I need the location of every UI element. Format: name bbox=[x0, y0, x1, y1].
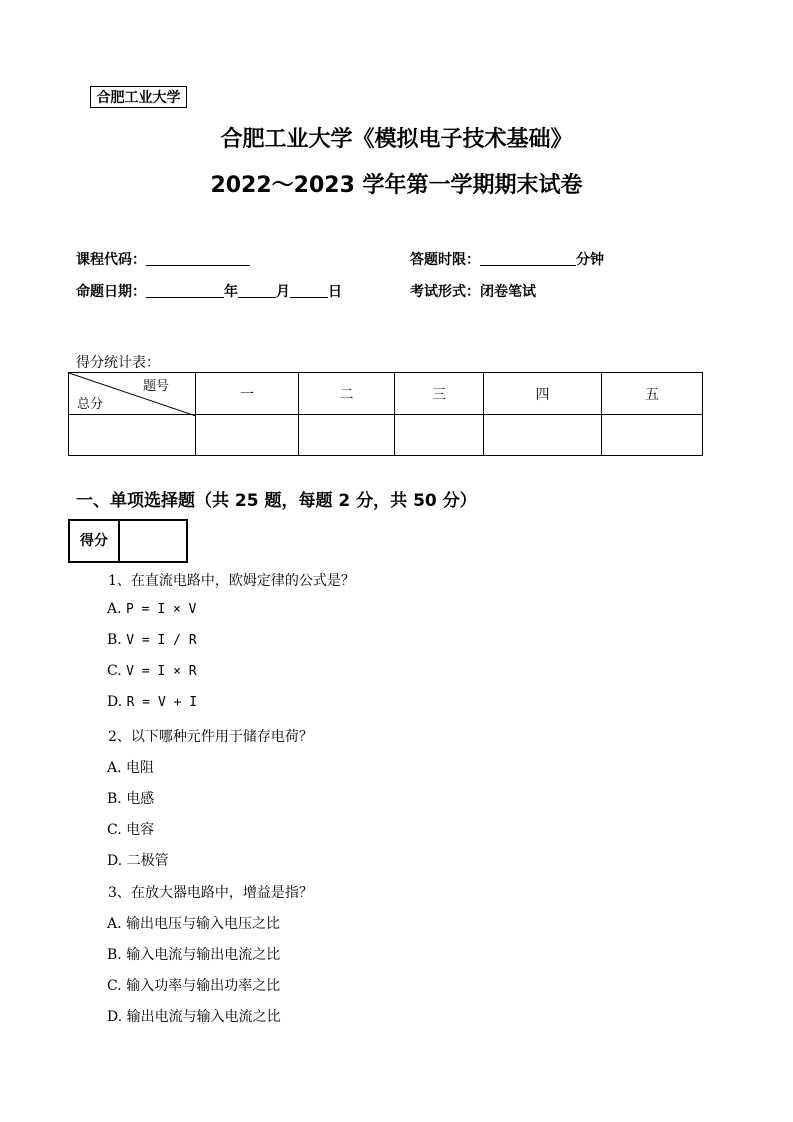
question-1: 1、在直流电路中，欧姆定律的公式是？ bbox=[108, 573, 355, 589]
exam-title: 合肥工业大学《模拟电子技术基础》 bbox=[220, 127, 573, 152]
total-score-cell[interactable] bbox=[69, 415, 196, 456]
question-3-option-c[interactable] bbox=[107, 975, 280, 995]
option-text: 二极管 bbox=[126, 853, 169, 869]
option-text: 输入电流与输出电流之比 bbox=[126, 947, 281, 963]
score-cell-4[interactable] bbox=[484, 415, 602, 456]
option-text: V = I / R bbox=[126, 633, 197, 648]
option-text: 输出电压与输入电压之比 bbox=[126, 916, 281, 932]
time-limit-field bbox=[410, 249, 604, 269]
question-1-option-a[interactable] bbox=[107, 601, 196, 617]
exam-date-field bbox=[76, 281, 342, 301]
month-blank[interactable] bbox=[238, 283, 276, 298]
column-header-5: 五 bbox=[602, 373, 703, 415]
question-2-option-c[interactable] bbox=[107, 819, 154, 839]
course-code-label: 课程代码： bbox=[76, 252, 146, 268]
day-label: 日 bbox=[328, 284, 342, 300]
column-header-2: 二 bbox=[299, 373, 395, 415]
option-text: 输入功率与输出功率之比 bbox=[126, 978, 281, 994]
option-text: 电阻 bbox=[126, 760, 155, 776]
option-text: 电感 bbox=[126, 791, 155, 807]
score-table-diagonal-header bbox=[69, 373, 196, 415]
option-text: P = I × V bbox=[126, 602, 197, 617]
option-letter: C. bbox=[107, 822, 122, 838]
score-table bbox=[68, 372, 703, 456]
question-3-option-b[interactable] bbox=[107, 944, 280, 964]
option-letter: D. bbox=[107, 853, 123, 869]
grade-input[interactable] bbox=[120, 521, 186, 561]
option-letter: C. bbox=[107, 663, 122, 679]
question-1-option-b[interactable] bbox=[107, 632, 197, 648]
score-cell-3[interactable] bbox=[395, 415, 484, 456]
question-2-option-b[interactable] bbox=[107, 788, 154, 808]
exam-form-field bbox=[410, 281, 536, 301]
option-letter: B. bbox=[107, 791, 122, 807]
option-text: R = V + I bbox=[126, 695, 198, 710]
date-label: 命题日期： bbox=[76, 284, 146, 300]
question-2-option-d[interactable] bbox=[107, 850, 169, 870]
option-letter: D. bbox=[107, 1009, 123, 1025]
score-cell-5[interactable] bbox=[602, 415, 703, 456]
course-code-blank[interactable] bbox=[146, 251, 250, 266]
column-header-4: 四 bbox=[484, 373, 602, 415]
column-header-3: 三 bbox=[395, 373, 484, 415]
option-letter: B. bbox=[107, 947, 122, 963]
year-blank[interactable] bbox=[146, 283, 224, 298]
question-1-option-d[interactable] bbox=[107, 694, 197, 710]
score-cell-2[interactable] bbox=[299, 415, 395, 456]
year-label: 年 bbox=[224, 284, 238, 300]
time-limit-label: 答题时限： bbox=[410, 252, 480, 268]
exam-form-value: 闭卷笔试 bbox=[480, 284, 536, 300]
section-title: 一、单项选择题（共 25 题，每题 2 分，共 50 分） bbox=[76, 491, 477, 511]
option-text: V = I × R bbox=[126, 664, 197, 679]
question-2: 2、以下哪种元件用于储存电荷？ bbox=[108, 729, 313, 745]
score-table-label: 得分统计表： bbox=[76, 355, 160, 371]
score-cell-1[interactable] bbox=[196, 415, 299, 456]
grade-box bbox=[68, 519, 188, 563]
course-code-field bbox=[76, 249, 250, 269]
question-2-option-a[interactable] bbox=[107, 757, 154, 777]
option-letter: A. bbox=[107, 760, 122, 776]
question-number-header: 题号 bbox=[142, 379, 169, 394]
time-limit-unit: 分钟 bbox=[576, 252, 604, 268]
option-letter: B. bbox=[107, 632, 122, 648]
question-3: 3、在放大器电路中，增益是指？ bbox=[108, 885, 313, 901]
question-1-option-c[interactable] bbox=[107, 663, 197, 679]
total-score-header: 总分 bbox=[77, 397, 104, 412]
option-letter: A. bbox=[107, 916, 122, 932]
question-3-option-d[interactable] bbox=[107, 1006, 281, 1026]
time-limit-blank[interactable] bbox=[480, 251, 576, 266]
option-letter: A. bbox=[107, 601, 122, 617]
exam-term-title: 2022～2023 学年第一学期期末试卷 bbox=[210, 173, 583, 198]
option-text: 输出电流与输入电流之比 bbox=[126, 1009, 281, 1025]
month-label: 月 bbox=[276, 284, 290, 300]
day-blank[interactable] bbox=[290, 283, 328, 298]
question-3-option-a[interactable] bbox=[107, 913, 280, 933]
exam-form-label: 考试形式： bbox=[410, 284, 480, 300]
option-text: 电容 bbox=[126, 822, 155, 838]
school-tag: 合肥工业大学 bbox=[90, 86, 187, 108]
option-letter: C. bbox=[107, 978, 122, 994]
grade-label: 得分 bbox=[70, 521, 120, 561]
column-header-1: 一 bbox=[196, 373, 299, 415]
option-letter: D. bbox=[107, 694, 123, 710]
